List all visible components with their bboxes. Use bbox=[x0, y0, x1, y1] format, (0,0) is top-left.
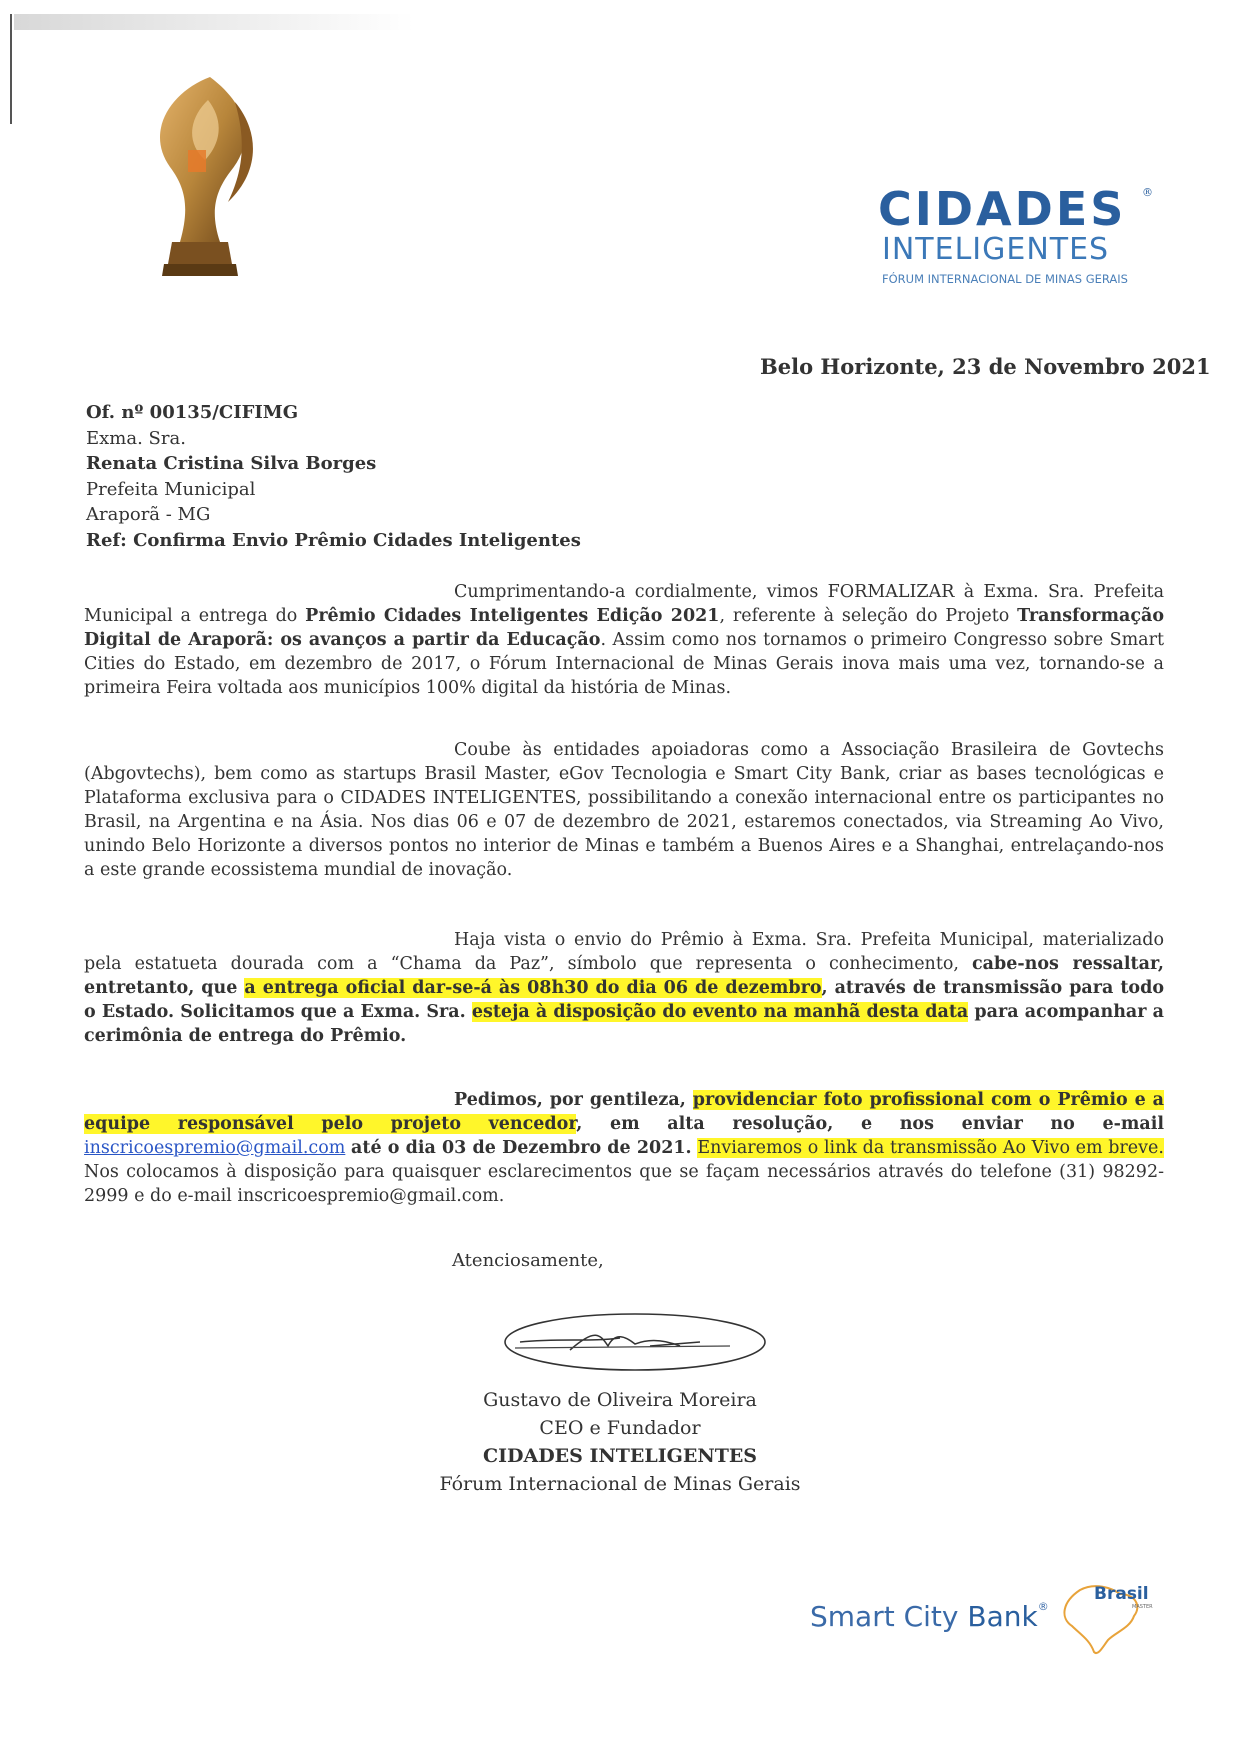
p4-deadline: até o dia 03 de Dezembro de 2021. bbox=[351, 1138, 692, 1158]
cidades-inteligentes-logo bbox=[878, 182, 1160, 290]
logo-tagline: FÓRUM INTERNACIONAL DE MINAS GERAIS bbox=[882, 272, 1128, 286]
salutation: Exma. Sra. bbox=[86, 427, 186, 449]
scan-edge-mark bbox=[10, 14, 12, 124]
p1-text-e: . Assim como nos tornamos o primeiro Congresso sobre Smart Cities do Estado, em dezembro de 2017, o Fórum Internacional de Minas Gerais inova mais uma vez, tornando-se a primeira Feira voltada aos municípios 100% digital da história de Minas. bbox=[84, 630, 1165, 698]
p2-text: Coube às entidades apoiadoras como a Associação Brasileira de Govtechs (Abgovtechs), bem como as startups Brasil Master, eGov Tecnologia e Smart City Bank, criar as bases tecnológicas e Plataforma exclusiva para o CIDADES INTELIGENTES, possibilitando a conexão internacional entre os participantes no Brasil, na Argentina e na Ásia. Nos dias 06 e 07 de dezembro de 2021, estaremos conectados, via Streaming Ao Vivo, unindo Belo Horizonte a diversos pontos no interior de Minas e também a Buenos Aires e a Shanghai, entrelaçando-nos a este grande ecossistema mundial de inovação. bbox=[84, 740, 1164, 880]
p1-text-c: , referente à seleção do Projeto bbox=[719, 606, 1018, 626]
p3-text-d: , através de transmissão para todo o Estado. Solicitamos que a Exma. Sra. bbox=[84, 978, 1164, 1022]
paragraph-3 bbox=[84, 928, 1164, 1048]
p1-project-name: Transformação Digital de Araporã: os avanços a partir da Educação bbox=[84, 606, 1164, 650]
p1-text-a: Cumprimentando-a cordialmente, vimos FORMALIZAR à Exma. Sra. Prefeita Municipal a entrega do bbox=[84, 582, 1164, 626]
smart-city-bank-text: Smart City Bank® bbox=[810, 1600, 1049, 1633]
logo-title: CIDADES bbox=[878, 182, 1127, 236]
p4-text-f: Nos colocamos à disposição para quaisquer esclarecimentos que se façam necessários através do telefone (31) 98292-2999 e do e-mail inscricoespremio@gmail.com. bbox=[84, 1162, 1164, 1206]
p4-text-c: , em alta resolução, e nos enviar no e-mail bbox=[576, 1114, 1164, 1134]
email-link[interactable]: inscricoespremio@gmail.com bbox=[84, 1138, 346, 1158]
p3-text-a: Haja vista o envio do Prêmio à Exma. Sra. Prefeita Municipal, materializado pela estatueta dourada com a “Chama da Paz”, símbolo que representa o conhecimento, bbox=[84, 930, 1164, 974]
p3-text-b: cabe-nos ressaltar, entretanto, que bbox=[84, 954, 1164, 998]
closing: Atenciosamente, bbox=[452, 1250, 604, 1271]
p3-highlight-availability: esteja à disposição do evento na manhã desta data bbox=[471, 1002, 969, 1022]
smart-city-bank-logo bbox=[810, 1580, 1170, 1660]
paragraph-1 bbox=[84, 580, 1164, 700]
logo-subtitle: INTELIGENTES bbox=[882, 232, 1110, 267]
scan-shadow bbox=[14, 14, 414, 30]
p3-highlight-delivery: a entrega oficial dar-se-á às 08h30 do dia 06 de dezembro bbox=[244, 978, 822, 998]
p4-highlight-photo: providenciar foto profissional com o Prêmio e a equipe responsável pelo projeto vencedor bbox=[84, 1090, 1164, 1134]
logo-registered-mark: ® bbox=[1142, 186, 1153, 199]
signer-org: CIDADES INTELIGENTES bbox=[482, 1445, 758, 1467]
p4-text-a: Pedimos, por gentileza, bbox=[454, 1090, 693, 1110]
signature-block bbox=[400, 1386, 840, 1498]
letter-date: Belo Horizonte, 23 de Novembro 2021 bbox=[760, 354, 1211, 379]
handwritten-signature bbox=[500, 1298, 770, 1378]
brasil-label: Brasil bbox=[1094, 1584, 1149, 1604]
recipient-name: Renata Cristina Silva Borges bbox=[86, 453, 377, 474]
p3-text-f: para acompanhar a cerimônia de entrega do Prêmio. bbox=[84, 1002, 1164, 1046]
paragraph-2 bbox=[84, 738, 1164, 882]
master-label: MASTER bbox=[1132, 1604, 1153, 1610]
signer-name: Gustavo de Oliveira Moreira bbox=[483, 1389, 757, 1411]
recipient-city: Araporã - MG bbox=[86, 504, 211, 525]
reference-line: Ref: Confirma Envio Prêmio Cidades Inteligentes bbox=[86, 529, 581, 551]
trophy-icon bbox=[150, 72, 280, 282]
paragraph-4 bbox=[84, 1088, 1164, 1208]
signer-title: CEO e Fundador bbox=[539, 1417, 701, 1439]
recipient-role: Prefeita Municipal bbox=[86, 478, 256, 500]
signer-forum: Fórum Internacional de Minas Gerais bbox=[439, 1473, 801, 1495]
p1-award-name: Prêmio Cidades Inteligentes Edição 2021 bbox=[305, 606, 720, 626]
p4-highlight-link: Enviaremos o link da transmissão Ao Vivo em breve. bbox=[697, 1138, 1164, 1158]
office-number: Of. nº 00135/CIFIMG bbox=[86, 402, 299, 423]
address-block bbox=[86, 400, 581, 553]
